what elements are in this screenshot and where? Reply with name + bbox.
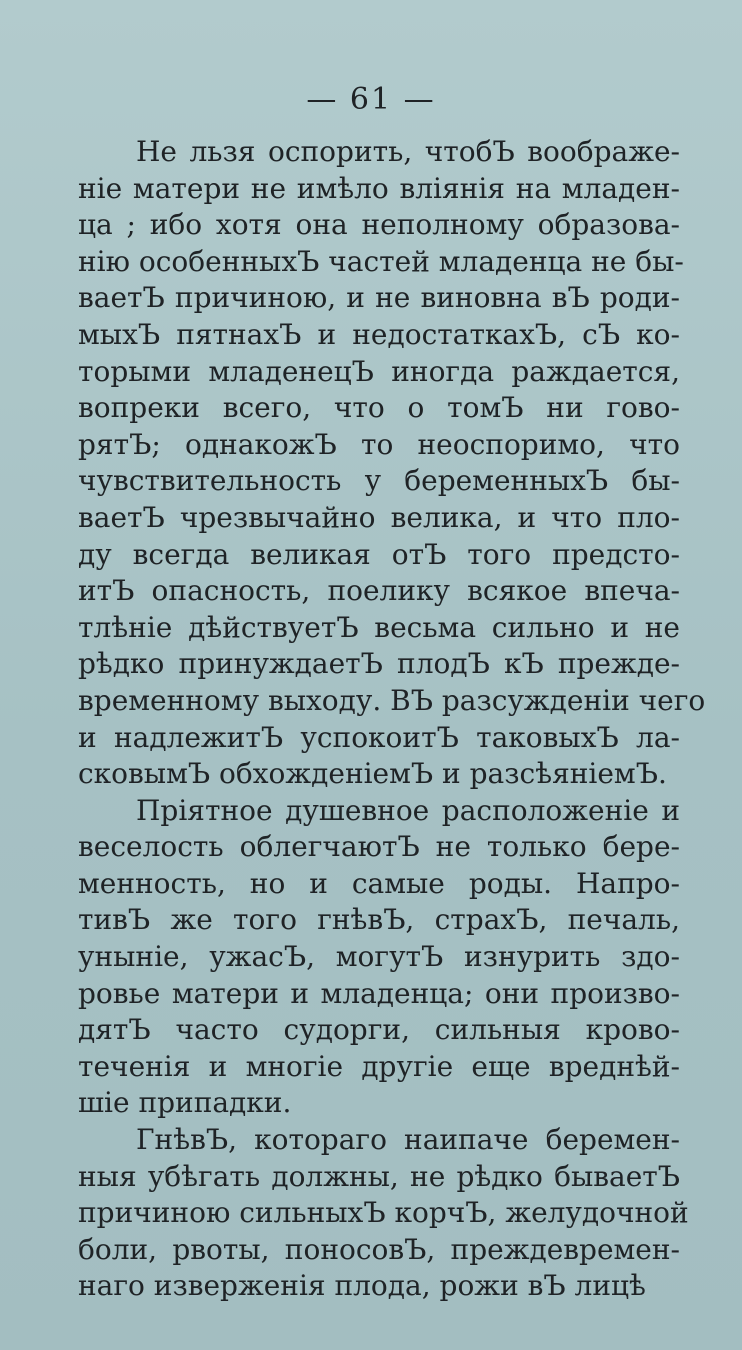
text-line: ваетЪ чрезвычайно велика, и что пло- — [78, 500, 680, 534]
text-line: вопреки всего, что о томЪ ни гово- — [78, 391, 680, 425]
text-line: тлѣнiе дѣйствуетЪ весьма сильно и не — [78, 610, 680, 644]
text-line: ныя убѣгать должны, не рѣдко бываетЪ — [78, 1159, 680, 1193]
text-line: причиною сильныхЪ корчЪ, желудочной — [78, 1196, 689, 1230]
text-line: чувствительность у беременныхЪ бы- — [78, 464, 680, 498]
text-line: Прiятное душевное расположенiе и — [136, 793, 680, 827]
paragraph — [78, 1122, 689, 1305]
text-line: итЪ опасность, поелику всякое впеча- — [78, 574, 680, 608]
text-line: теченiя и многiе другiе еще вреднѣй- — [78, 1049, 680, 1083]
text-line: наго изверженiя плода, рожи вЪ лицѣ — [78, 1269, 646, 1303]
text-line: шiе припадки. — [78, 1086, 292, 1120]
text-line: ца ; ибо хотя она неполному образова- — [78, 208, 680, 242]
text-line: нiю особенныхЪ частей младенца не бы- — [78, 244, 684, 278]
text-line: боли, рвоты, поносовЪ, преждевремен- — [78, 1232, 680, 1266]
text-line: ваетЪ причиною, и не виновна вЪ роди- — [78, 281, 680, 315]
text-line: Не льзя оспорить, чтобЪ воображе- — [136, 135, 680, 168]
text-line: ровье матери и младенца; они произво- — [78, 976, 680, 1010]
text-line: ГнѣвЪ, котораго наипаче беремен- — [136, 1123, 680, 1157]
text-line: временному выходу. ВЪ разсужденiи чего — [78, 683, 706, 717]
text-line: унынiе, ужасЪ, могутЪ изнурить здо- — [78, 940, 680, 974]
text-line: нiе матери не имѣло влiянiя на младен- — [78, 171, 680, 205]
text-line: менность, но и самые роды. Напро- — [78, 866, 680, 900]
text-body — [78, 134, 706, 1305]
paragraph — [78, 134, 706, 793]
text-line: тивЪ же того гнѣвЪ, страхЪ, печаль, — [78, 903, 680, 937]
text-line: ду всегда великая отЪ того предсто- — [78, 537, 680, 571]
text-line: сковымЪ обхожденiемЪ и разсѣянiемЪ. — [78, 757, 667, 791]
page-number: — 61 — — [306, 82, 436, 117]
text-line: мыхЪ пятнахЪ и недостаткахЪ, сЪ ко- — [78, 317, 680, 351]
text-line: рѣдко принуждаетЪ плодЪ кЪ прежде- — [78, 647, 680, 681]
text-line: веселость облегчаютЪ не только бере- — [78, 830, 680, 864]
text-line: и надлежитЪ успокоитЪ таковыхЪ ла- — [78, 720, 680, 754]
text-line: торыми младенецЪ иногда раждается, — [78, 354, 680, 388]
text-line: дятЪ часто судорги, сильныя крово- — [78, 1013, 680, 1047]
text-line: рятЪ; однакожЪ то неоспоримо, что — [78, 427, 680, 461]
paragraph — [78, 793, 680, 1122]
